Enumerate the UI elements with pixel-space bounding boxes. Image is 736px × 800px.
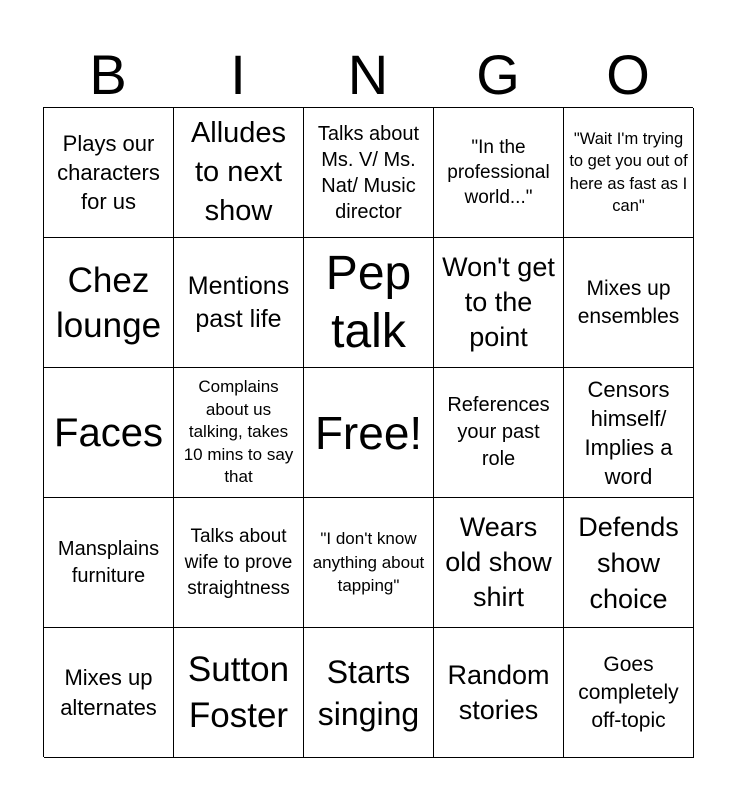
bingo-cell[interactable] (564, 628, 694, 758)
cell-text: Won't get to the point (442, 252, 555, 352)
bingo-cell[interactable] (44, 628, 174, 758)
bingo-cell[interactable] (434, 628, 564, 758)
cell-text: "Wait I'm trying to get you out of here as fast as I can" (569, 129, 688, 215)
cell-text: "I don't know anything about tapping" (312, 529, 425, 596)
bingo-cell[interactable] (304, 498, 434, 628)
cell-text: Faces (54, 410, 163, 455)
cell-text: Censors himself/ Implies a word (584, 376, 673, 489)
bingo-cell[interactable] (564, 108, 694, 238)
bingo-board (43, 107, 693, 757)
cell-text: Sutton Foster (187, 649, 290, 735)
cell-text: Pep talk (325, 246, 412, 358)
bingo-cell[interactable] (44, 498, 174, 628)
bingo-cell[interactable] (304, 628, 434, 758)
cell-text: Goes completely off-topic (578, 652, 679, 732)
header-letter-b: B (89, 43, 127, 106)
bingo-cell[interactable] (174, 108, 304, 238)
bingo-cell[interactable] (434, 238, 564, 368)
cell-text: Wears old show shirt (445, 512, 552, 612)
cell-text: Mentions past life (187, 271, 290, 333)
bingo-cell[interactable] (304, 108, 434, 238)
bingo-cell[interactable] (174, 628, 304, 758)
header-letter-n: N (347, 43, 389, 106)
bingo-cell[interactable] (434, 368, 564, 498)
cell-text: Random stories (447, 659, 550, 725)
bingo-header (43, 40, 693, 110)
cell-text: Mixes up ensembles (577, 276, 680, 328)
cell-text: Chez lounge (55, 260, 162, 345)
bingo-cell[interactable] (44, 368, 174, 498)
cell-text: Free! (314, 406, 423, 459)
cell-text: Alludes to next show (190, 117, 287, 227)
bingo-cell[interactable] (564, 368, 694, 498)
cell-text: "In the professional world..." (447, 137, 550, 208)
cell-text: Plays our characters for us (57, 131, 160, 214)
cell-text: Defends show choice (578, 511, 679, 614)
cell-text: Starts singing (317, 653, 420, 732)
bingo-cell[interactable] (304, 238, 434, 368)
bingo-cell[interactable] (564, 498, 694, 628)
bingo-cell[interactable] (434, 108, 564, 238)
cell-text: Talks about Ms. V/ Ms. Nat/ Music director (317, 122, 420, 223)
bingo-cell[interactable] (174, 238, 304, 368)
cell-text: Complains about us talking, takes 10 mins to say that (183, 377, 294, 487)
cell-text: Talks about wife to prove straightness (184, 525, 293, 599)
bingo-cell[interactable] (434, 498, 564, 628)
cell-text: Mansplains furniture (57, 537, 160, 587)
bingo-cell-free[interactable] (304, 368, 434, 498)
header-letter-i: I (230, 43, 246, 106)
bingo-cell[interactable] (174, 498, 304, 628)
header-letter-g: G (476, 43, 520, 106)
bingo-cell[interactable] (174, 368, 304, 498)
header-letter-o: O (606, 43, 650, 106)
bingo-cell[interactable] (44, 108, 174, 238)
bingo-cell[interactable] (564, 238, 694, 368)
bingo-cell[interactable] (44, 238, 174, 368)
cell-text: References your past role (447, 394, 550, 470)
cell-text: Mixes up alternates (60, 664, 157, 720)
